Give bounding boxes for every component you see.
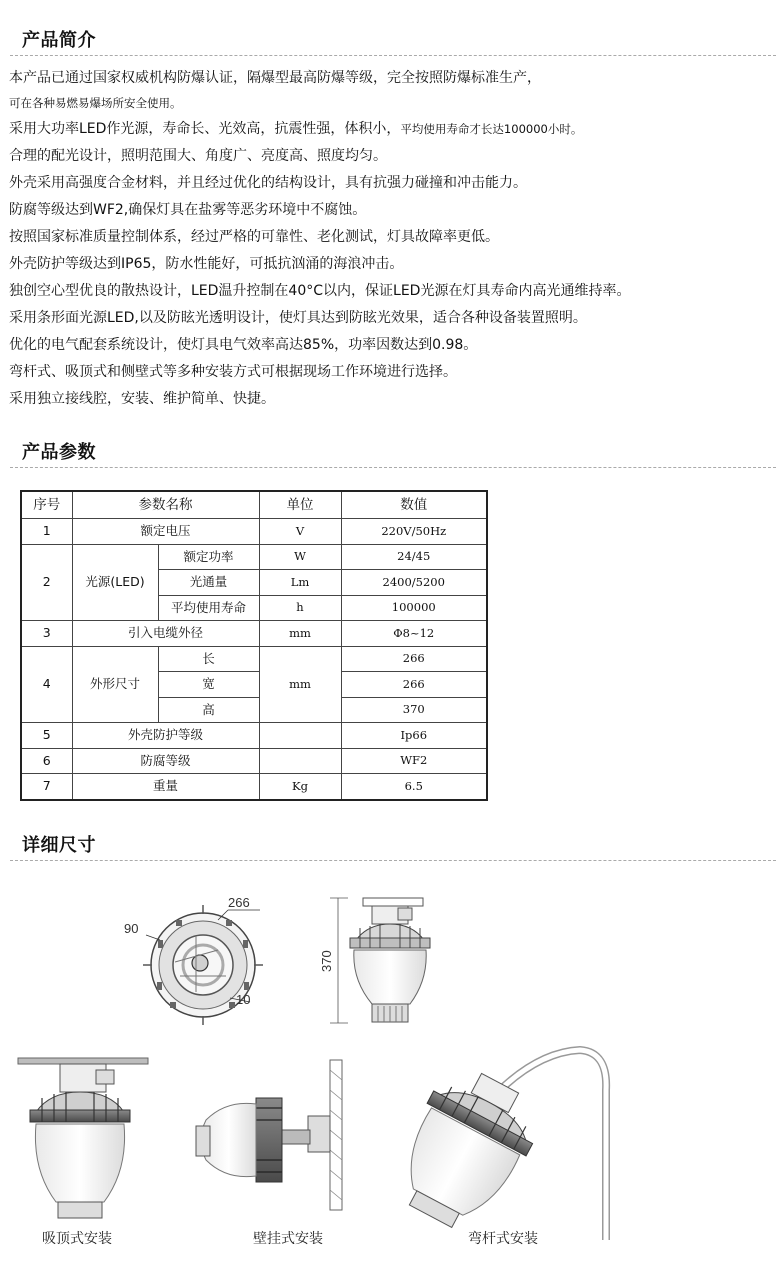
intro-line-main: 采用大功率LED作光源，寿命长、光效高，抗震性强，体积小，	[9, 121, 401, 137]
dimension-drawings	[0, 880, 776, 1278]
cell-name: 外壳防护等级	[72, 723, 259, 749]
cell-unit: Lm	[259, 570, 341, 596]
params-table	[20, 490, 488, 801]
intro-line: 本产品已通过国家权威机构防爆认证，隔爆型最高防爆等级，完全按照防爆标准生产，	[9, 70, 541, 86]
table-row	[21, 519, 487, 545]
dims-title: 详细尺寸	[22, 835, 96, 856]
table-row	[21, 621, 487, 647]
cell-value: 2400/5200	[341, 570, 487, 596]
divider	[10, 467, 776, 468]
intro-line: 外壳防护等级达到IP65，防水性能好，可抵抗汹涌的海浪冲击。	[9, 256, 404, 272]
dim-90: 90	[124, 921, 139, 936]
cell-no: 5	[21, 723, 72, 749]
params-section-header	[0, 430, 776, 470]
drawings-svg	[0, 880, 776, 1278]
intro-line-tail: 平均使用寿命才长达100000小时。	[400, 122, 583, 136]
cell-name: 防腐等级	[72, 748, 259, 774]
cell-unit: Kg	[259, 774, 341, 800]
intro-line: 可在各种易燃易爆场所安全使用。	[9, 96, 182, 110]
cell-value: 266	[341, 646, 487, 672]
cell-unit: h	[259, 595, 341, 621]
table-row	[21, 774, 487, 800]
caption-wall: 壁挂式安装	[253, 1231, 323, 1247]
dims-section-header	[0, 823, 776, 863]
intro-line: 防腐等级达到WF2,确保灯具在盐雾等恶劣环境中不腐蚀。	[9, 202, 367, 218]
table-header-row	[21, 491, 487, 519]
table-row	[21, 544, 487, 570]
header-unit: 单位	[259, 491, 341, 519]
intro-line: 独创空心型优良的散热设计，LED温升控制在40°C以内，保证LED光源在灯具寿命内高光通维持率。	[9, 283, 631, 299]
wall-mount-drawing	[196, 1060, 342, 1210]
caption-pole: 弯杆式安装	[468, 1231, 538, 1247]
params-title: 产品参数	[22, 442, 96, 463]
cell-name: 宽	[158, 672, 259, 698]
cell-name: 高	[158, 697, 259, 723]
intro-text	[9, 65, 769, 413]
cell-no: 4	[21, 646, 72, 723]
cell-name: 额定电压	[72, 519, 259, 545]
cell-name: 额定功率	[158, 544, 259, 570]
cell-name: 引入电缆外径	[72, 621, 259, 647]
intro-line: 采用条形面光源LED,以及防眩光透明设计，使灯具达到防眩光效果，适合各种设备装置照明。	[9, 310, 587, 326]
cell-no: 3	[21, 621, 72, 647]
cell-no: 7	[21, 774, 72, 800]
intro-line: 按照国家标准质量控制体系，经过严格的可靠性、老化测试，灯具故障率更低。	[9, 229, 499, 245]
cell-value: 266	[341, 672, 487, 698]
cell-value: 220V/50Hz	[341, 519, 487, 545]
cell-value: 100000	[341, 595, 487, 621]
cell-group: 光源(LED)	[72, 544, 158, 621]
header-value: 数值	[341, 491, 487, 519]
intro-line: 优化的电气配套系统设计，使灯具电气效率高达85%，功率因数达到0.98。	[9, 337, 478, 353]
side-view-drawing	[319, 898, 430, 1023]
cell-no: 6	[21, 748, 72, 774]
cell-value: WF2	[341, 748, 487, 774]
table-row	[21, 748, 487, 774]
header-no: 序号	[21, 491, 72, 519]
cell-name: 平均使用寿命	[158, 595, 259, 621]
cell-name: 长	[158, 646, 259, 672]
intro-section-header	[0, 18, 776, 58]
intro-line: 采用独立接线腔，安装、维护简单、快捷。	[9, 391, 275, 407]
intro-title: 产品简介	[22, 30, 96, 51]
cell-value: Ip66	[341, 723, 487, 749]
cell-no: 2	[21, 544, 72, 621]
intro-line: 弯杆式、吸顶式和侧壁式等多种安装方式可根据现场工作环境进行选择。	[9, 364, 457, 380]
cell-value: 6.5	[341, 774, 487, 800]
dim-370: 370	[319, 950, 334, 972]
cell-group: 外形尺寸	[72, 646, 158, 723]
intro-line: 外壳采用高强度合金材料，并且经过优化的结构设计，具有抗强力碰撞和冲击能力。	[9, 175, 527, 191]
intro-line	[9, 116, 769, 143]
cell-value: Φ8~12	[341, 621, 487, 647]
table-row	[21, 723, 487, 749]
cell-name: 重量	[72, 774, 259, 800]
cell-value: 24/45	[341, 544, 487, 570]
cell-unit: mm	[259, 621, 341, 647]
cell-unit: W	[259, 544, 341, 570]
top-view-drawing	[124, 895, 263, 1025]
intro-line: 合理的配光设计，照明范围大、角度广、亮度高、照度均匀。	[9, 148, 387, 164]
pole-mount-drawing	[381, 1050, 606, 1242]
cell-unit	[259, 748, 341, 774]
cell-value: 370	[341, 697, 487, 723]
cell-unit: V	[259, 519, 341, 545]
header-name: 参数名称	[72, 491, 259, 519]
table-row	[21, 646, 487, 672]
ceiling-mount-drawing	[18, 1058, 148, 1218]
cell-name: 光通量	[158, 570, 259, 596]
cell-no: 1	[21, 519, 72, 545]
dim-266: 266	[228, 895, 250, 910]
cell-unit	[259, 723, 341, 749]
dim-10: 10	[236, 992, 251, 1007]
divider	[10, 55, 776, 56]
cell-unit: mm	[259, 646, 341, 723]
divider	[10, 860, 776, 861]
caption-ceiling: 吸顶式安装	[42, 1231, 112, 1247]
